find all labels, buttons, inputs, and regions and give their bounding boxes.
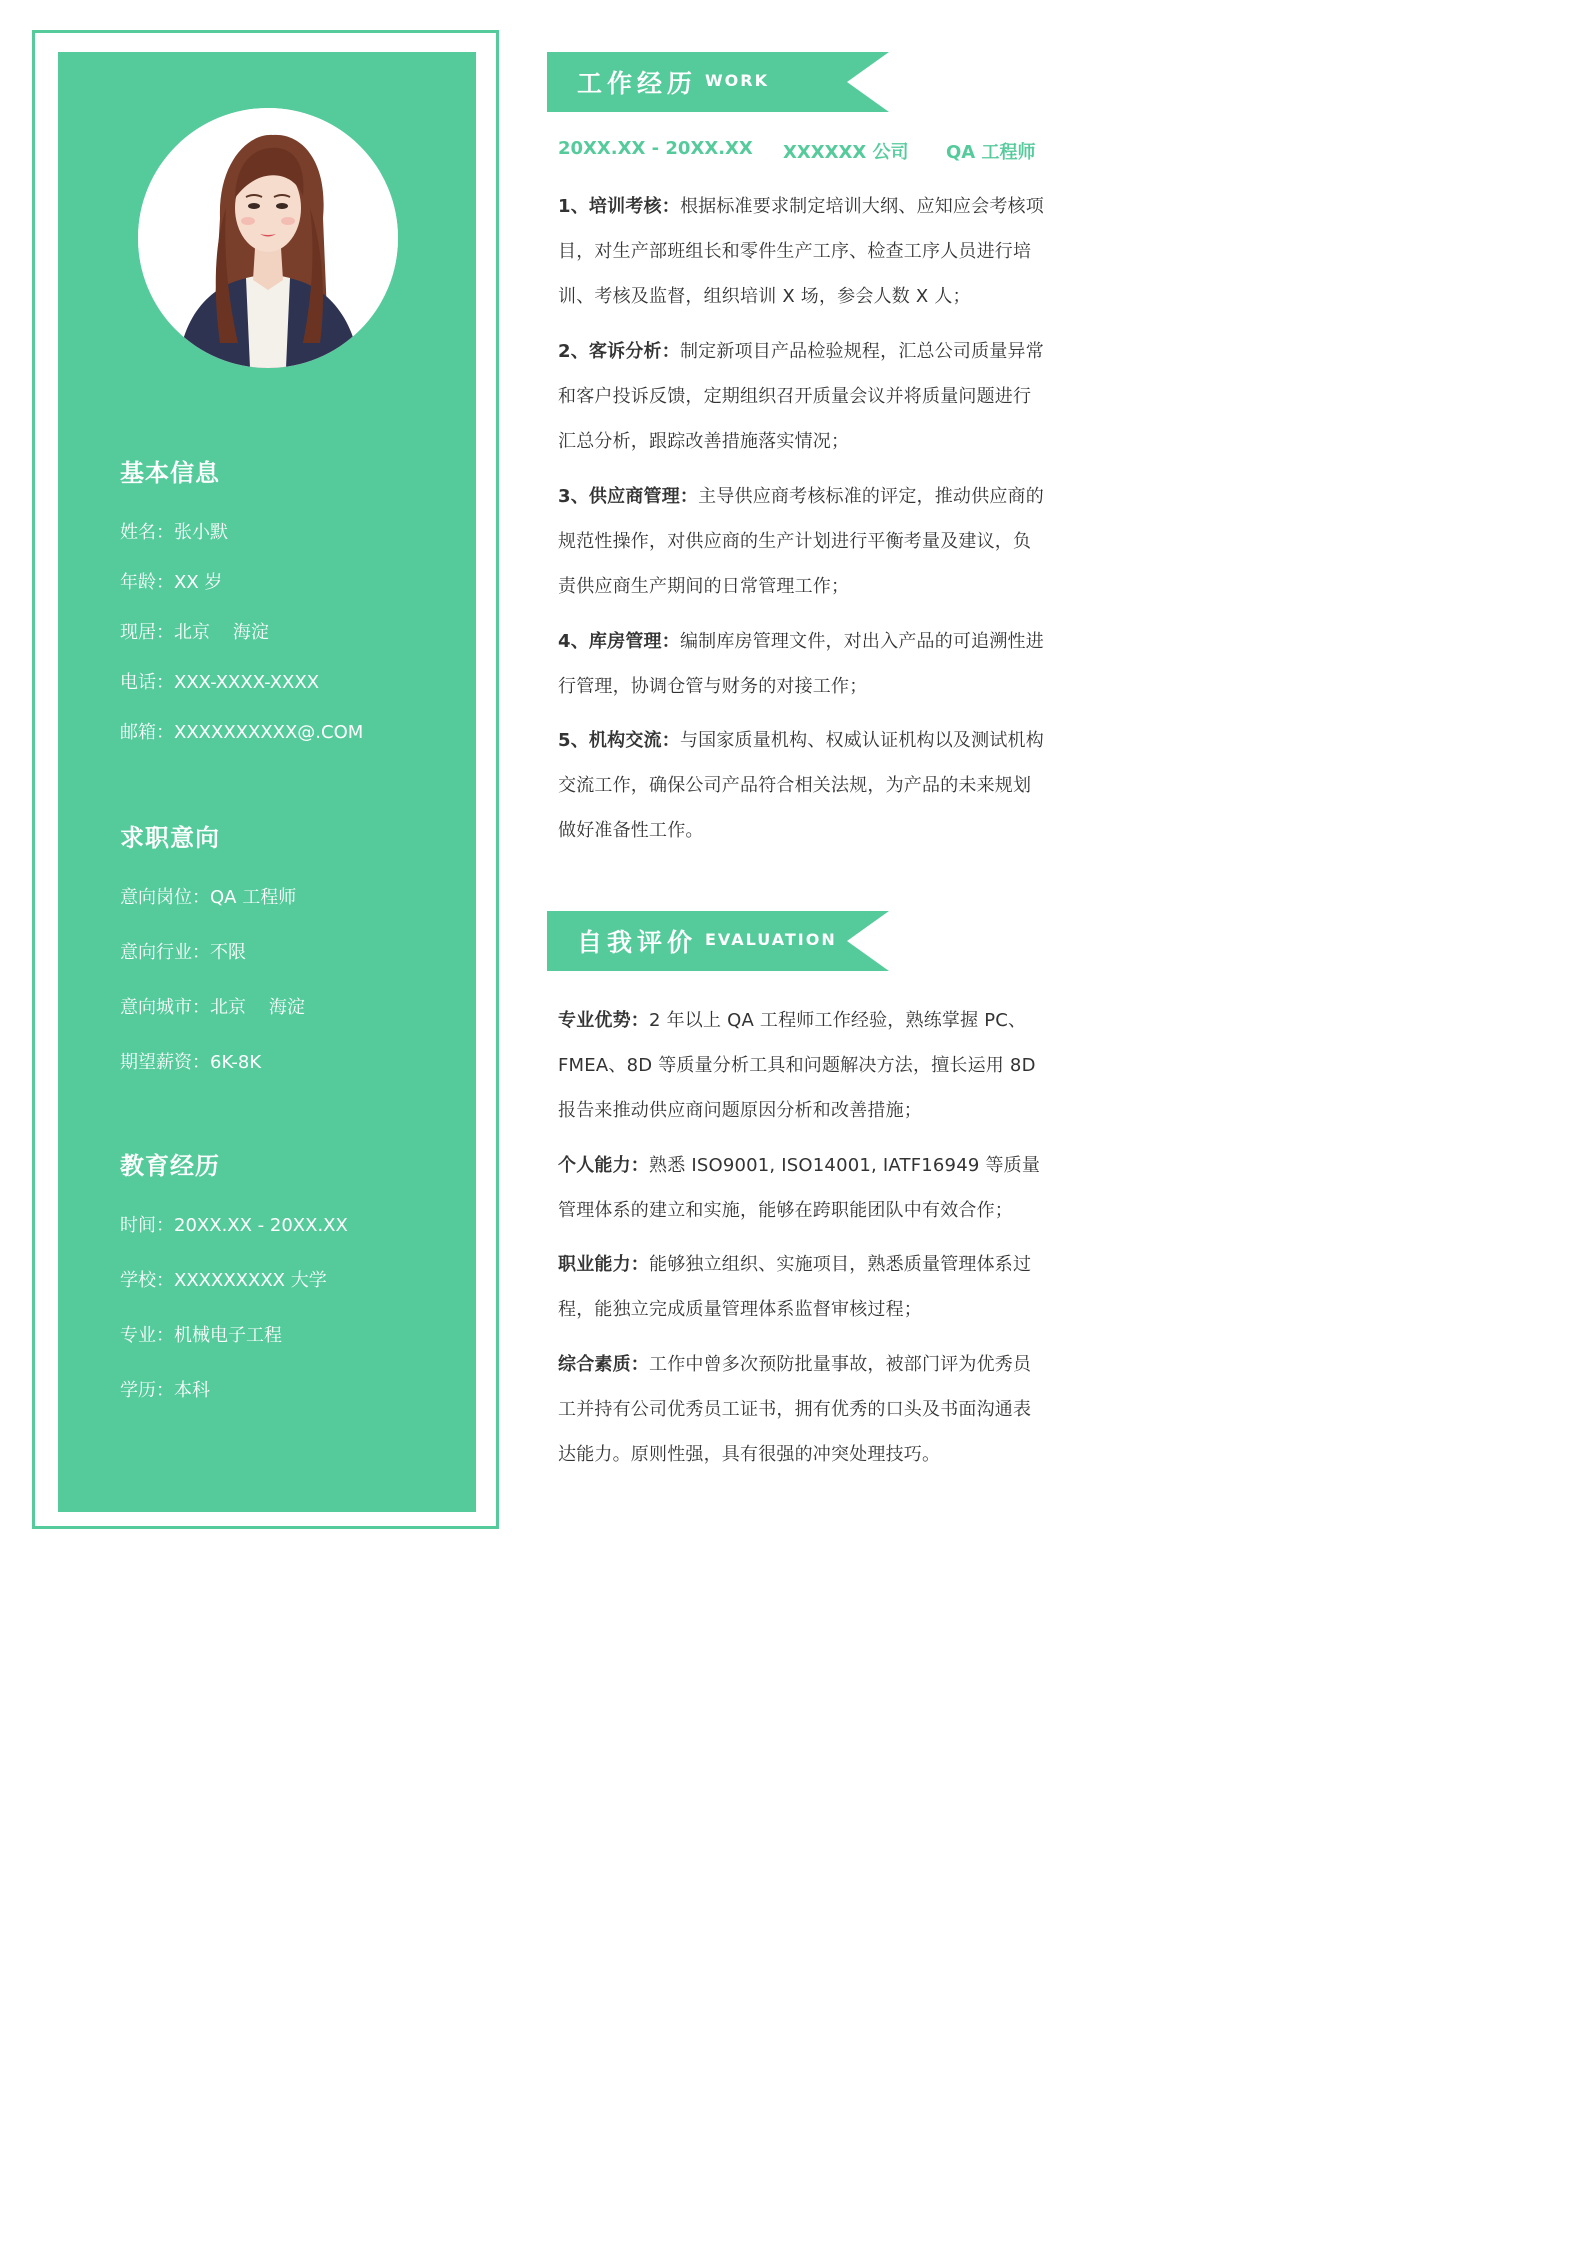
evaluation-item-label: 个人能力： bbox=[558, 1155, 649, 1176]
work-item-label: 2、客诉分析： bbox=[558, 341, 680, 362]
work-item bbox=[558, 718, 1048, 853]
intent-industry-line: 意向行业：不限 bbox=[120, 942, 246, 963]
edu-major-line: 专业：机械电子工程 bbox=[120, 1325, 282, 1346]
work-period: 20XX.XX - 20XX.XX bbox=[558, 138, 753, 159]
work-subtitle: WORK bbox=[705, 71, 769, 90]
work-item bbox=[558, 184, 1048, 319]
evaluation-item-text: 能够独立组织、实施项目，熟悉质量管理体系过程，能独立完成质量管理体系监督审核过程； bbox=[558, 1254, 1032, 1320]
avatar bbox=[138, 108, 398, 368]
intent-city-line: 意向城市：北京 海淀 bbox=[120, 997, 305, 1018]
work-item-text: 编制库房管理文件，对出入产品的可追溯性进行管理，协调仓管与财务的对接工作； bbox=[558, 631, 1044, 697]
name-line: 姓名：张小默 bbox=[120, 522, 228, 543]
work-item-label: 5、机构交流： bbox=[558, 730, 680, 751]
phone-line: 电话：XXX-XXXX-XXXX bbox=[120, 672, 320, 693]
evaluation-item bbox=[558, 1242, 1048, 1332]
work-company: XXXXXX 公司 bbox=[783, 142, 909, 163]
work-item-label: 1、培训考核： bbox=[558, 196, 680, 217]
work-item-label: 3、供应商管理： bbox=[558, 486, 699, 507]
evaluation-item bbox=[558, 1143, 1048, 1233]
work-item-text: 制定新项目产品检验规程，汇总公司质量异常和客户投诉反馈，定期组织召开质量会议并将质量问题进行汇总分析，跟踪改善措施落实情况； bbox=[558, 341, 1044, 452]
email-line: 邮箱：XXXXXXXXXX@.COM bbox=[120, 722, 364, 743]
evaluation-item-label: 职业能力： bbox=[558, 1254, 649, 1275]
evaluation-item-text: 熟悉 ISO9001, ISO14001, IATF16949 等质量管理体系的建立和实施，能够在跨职能团队中有效合作； bbox=[558, 1155, 1041, 1221]
work-title: 工作经历 bbox=[577, 69, 698, 98]
evaluation-item bbox=[558, 998, 1048, 1133]
edu-time-line: 时间：20XX.XX - 20XX.XX bbox=[120, 1215, 348, 1236]
portrait-avatar-icon bbox=[138, 108, 398, 368]
intent-salary-line: 期望薪资：6K-8K bbox=[120, 1052, 262, 1073]
job-intent-title: 求职意向 bbox=[120, 824, 220, 852]
edu-degree-line: 学历：本科 bbox=[120, 1380, 210, 1401]
evaluation-subtitle: EVALUATION bbox=[705, 930, 837, 949]
evaluation-item-label: 综合素质： bbox=[558, 1354, 649, 1375]
work-banner bbox=[547, 52, 889, 112]
evaluation-item-text: 工作中曾多次预防批量事故，被部门评为优秀员工并持有公司优秀员工证书，拥有优秀的口头及书面沟通表达能力。原则性强，具有很强的冲突处理技巧。 bbox=[558, 1354, 1032, 1465]
residence-line: 现居：北京 海淀 bbox=[120, 622, 269, 643]
work-item-text: 根据标准要求制定培训大纲、应知应会考核项目，对生产部班组长和零件生产工序、检查工序人员进行培训、考核及监督，组织培训 X 场，参会人数 X 人； bbox=[558, 196, 1044, 307]
work-item bbox=[558, 619, 1048, 709]
work-item-text: 主导供应商考核标准的评定，推动供应商的规范性操作，对供应商的生产计划进行平衡考量及建议，负责供应商生产期间的日常管理工作； bbox=[558, 486, 1044, 597]
evaluation-item-label: 专业优势： bbox=[558, 1010, 649, 1031]
work-item-label: 4、库房管理： bbox=[558, 631, 680, 652]
evaluation-item bbox=[558, 1342, 1048, 1477]
work-position: QA 工程师 bbox=[946, 142, 1036, 163]
age-line: 年龄：XX 岁 bbox=[120, 572, 223, 593]
basic-info-title: 基本信息 bbox=[120, 459, 220, 487]
work-item-text: 与国家质量机构、权威认证机构以及测试机构交流工作，确保公司产品符合相关法规，为产品的未来规划做好准备性工作。 bbox=[558, 730, 1044, 841]
education-title: 教育经历 bbox=[120, 1152, 220, 1180]
evaluation-title: 自我评价 bbox=[577, 928, 698, 957]
evaluation-banner bbox=[547, 911, 889, 971]
edu-school-line: 学校：XXXXXXXXX 大学 bbox=[120, 1270, 327, 1291]
evaluation-item-text: 2 年以上 QA 工程师工作经验，熟练掌握 PC、FMEA、8D 等质量分析工具和问题解决方法，擅长运用 8D 报告来推动供应商问题原因分析和改善措施； bbox=[558, 1010, 1036, 1121]
work-item bbox=[558, 474, 1048, 609]
work-item bbox=[558, 329, 1048, 464]
intent-position-line: 意向岗位：QA 工程师 bbox=[120, 887, 297, 908]
